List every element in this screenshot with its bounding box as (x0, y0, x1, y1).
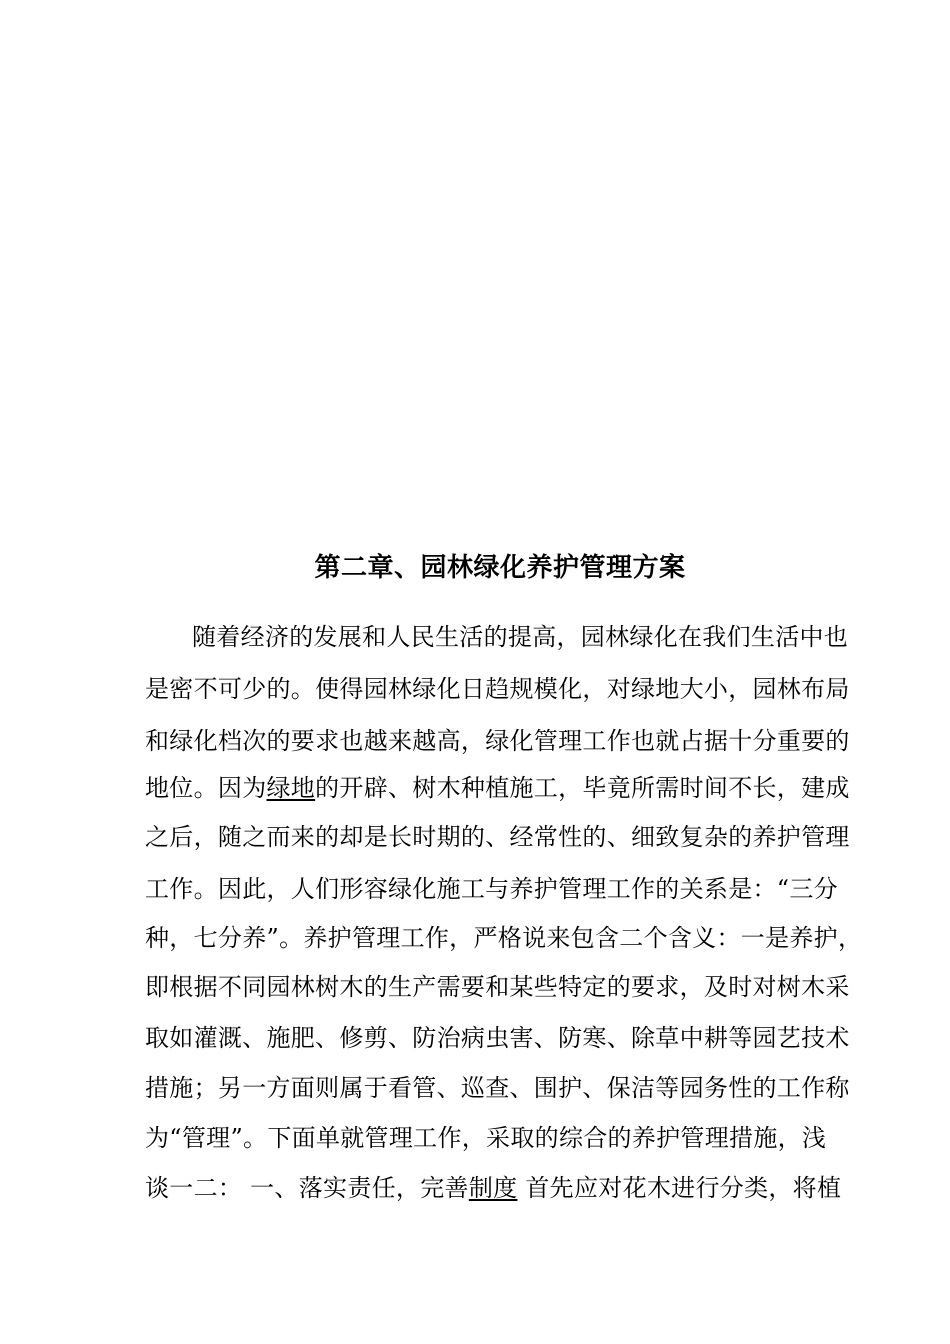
chapter-title: 第二章、园林绿化养护管理方案 (314, 553, 686, 583)
paragraph-line-11: 为“管理”。下面单就管理工作，采取的综合的养护管理措施，浅 (145, 1124, 827, 1152)
paragraph-line-12 (145, 1171, 842, 1205)
paragraph-line-4 (145, 771, 850, 805)
paragraph-line-2: 是密不可少的。使得园林绿化日趋规模化，对绿地大小，园林布局 (145, 675, 850, 703)
paragraph-line-7: 种，七分养”。养护管理工作，严格说来包含二个含义：一是养护， (145, 924, 863, 952)
line-4-text-after: 的开辟、树木种植施工，毕竟所需时间不长，建成 (315, 774, 850, 802)
system-link[interactable]: 制度 (468, 1174, 518, 1202)
paragraph-line-9: 取如灌溉、施肥、修剪、防治病虫害、防寒、除草中耕等园艺技术 (145, 1024, 850, 1052)
paragraph-line-6: 工作。因此，人们形容绿化施工与养护管理工作的关系是：“三分 (145, 875, 838, 903)
paragraph-line-8: 即根据不同园林树木的生产需要和某些特定的要求，及时对树木采 (145, 973, 850, 1001)
paragraph-line-10: 措施；另一方面则属于看管、巡查、围护、保洁等园务性的工作称 (145, 1074, 850, 1102)
line-4-text-before: 地位。因为 (145, 774, 267, 802)
green-space-link[interactable]: 绿地 (266, 774, 316, 802)
line-12-text-after: 首先应对花木进行分类，将植 (517, 1174, 842, 1202)
paragraph-line-3: 和绿化档次的要求也越来越高，绿化管理工作也就占据十分重要的 (145, 727, 850, 755)
paragraph-line-5: 之后，随之而来的却是长时期的、经常性的、细致复杂的养护管理 (145, 823, 850, 851)
paragraph-line-1: 随着经济的发展和人民生活的提高，园林绿化在我们生活中也 (192, 623, 849, 651)
line-12-text-before: 谈一二： 一、落实责任，完善 (145, 1174, 469, 1202)
